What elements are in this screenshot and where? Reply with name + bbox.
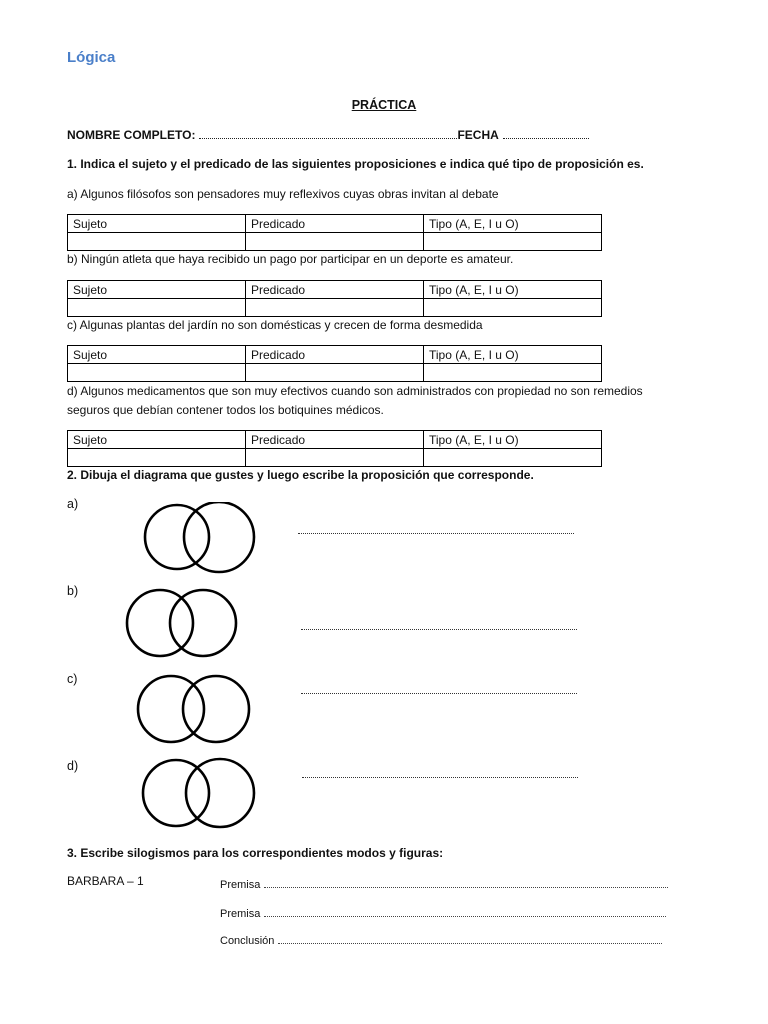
diagram-label-b: b) [67, 584, 79, 598]
fecha-blank[interactable] [503, 128, 589, 139]
header-tipo: Tipo (A, E, I u O) [424, 215, 602, 233]
venn-circle-right [170, 590, 236, 656]
premise-label: Premisa [220, 879, 261, 891]
venn-circle-right [186, 759, 254, 827]
venn-circle-left [143, 760, 209, 826]
answer-sujeto-cell[interactable] [68, 233, 246, 251]
answer-sujeto-cell[interactable] [68, 364, 246, 382]
conclusion-line [220, 935, 662, 947]
proposition-b: b) Ningún atleta que haya recibido un pago por participar en un deporte es amateur. [67, 252, 514, 266]
answer-table-a [67, 214, 602, 251]
venn-circle-right [184, 502, 254, 572]
practice-heading: PRÁCTICA [351, 98, 417, 112]
venn-diagram-b [124, 586, 244, 660]
header-sujeto: Sujeto [68, 215, 246, 233]
answer-line-c[interactable] [301, 693, 577, 694]
answer-tipo-cell[interactable] [424, 364, 602, 382]
answer-line-b[interactable] [301, 629, 577, 630]
venn-circle-left [127, 590, 193, 656]
table-header-row [68, 281, 602, 299]
document-title: Lógica [67, 49, 116, 66]
fecha-label: FECHA [457, 128, 499, 142]
diagram-label-a: a) [67, 497, 79, 511]
answer-row [68, 449, 602, 467]
answer-table-d [67, 430, 602, 467]
premise-label: Premisa [220, 908, 261, 920]
syllogism-mode-label: BARBARA – 1 [67, 874, 144, 888]
answer-tipo-cell[interactable] [424, 449, 602, 467]
table-header-row [68, 346, 602, 364]
answer-sujeto-cell[interactable] [68, 299, 246, 317]
answer-predicado-cell[interactable] [246, 364, 424, 382]
answer-row [68, 299, 602, 317]
venn-circle-right [183, 676, 249, 742]
answer-line-d[interactable] [302, 777, 578, 778]
answer-row [68, 233, 602, 251]
venn-diagram-c [135, 673, 255, 745]
table-header-row [68, 431, 602, 449]
venn-diagram-d [137, 757, 259, 829]
header-predicado: Predicado [246, 281, 424, 299]
conclusion-label: Conclusión [220, 935, 275, 947]
premise-line-2 [220, 908, 666, 920]
answer-line-a[interactable] [298, 533, 574, 534]
nombre-blank[interactable] [199, 128, 457, 139]
nombre-label: NOMBRE COMPLETO: [67, 128, 196, 142]
answer-tipo-cell[interactable] [424, 233, 602, 251]
answer-predicado-cell[interactable] [246, 299, 424, 317]
header-predicado: Predicado [246, 346, 424, 364]
proposition-d: d) Algunos medicamentos que son muy efectivos cuando son administrados con propiedad no son remedios seguros que debían contener todos los botiquines médicos. [67, 384, 643, 417]
section-3-heading: 3. Escribe silogismos para los correspondientes modos y figuras: [67, 846, 444, 860]
header-tipo: Tipo (A, E, I u O) [424, 281, 602, 299]
header-tipo: Tipo (A, E, I u O) [424, 346, 602, 364]
header-sujeto: Sujeto [68, 346, 246, 364]
section-1-heading: 1. Indica el sujeto y el predicado de las siguientes proposiciones e indica qué tipo de proposición es. [67, 157, 644, 171]
diagram-label-c: c) [67, 672, 78, 686]
answer-table-c [67, 345, 602, 382]
premise-blank[interactable] [264, 908, 666, 917]
header-predicado: Predicado [246, 215, 424, 233]
answer-predicado-cell[interactable] [246, 233, 424, 251]
header-sujeto: Sujeto [68, 431, 246, 449]
name-date-line [67, 128, 589, 142]
header-tipo: Tipo (A, E, I u O) [424, 431, 602, 449]
answer-sujeto-cell[interactable] [68, 449, 246, 467]
header-sujeto: Sujeto [68, 281, 246, 299]
venn-diagram-a [140, 502, 260, 574]
premise-line-1 [220, 879, 668, 891]
proposition-c: c) Algunas plantas del jardín no son domésticas y crecen de forma desmedida [67, 318, 483, 332]
conclusion-blank[interactable] [278, 935, 662, 944]
diagram-label-d: d) [67, 759, 79, 773]
answer-tipo-cell[interactable] [424, 299, 602, 317]
answer-row [68, 364, 602, 382]
venn-circle-left [145, 505, 209, 569]
proposition-a: a) Algunos filósofos son pensadores muy reflexivos cuyas obras invitan al debate [67, 187, 499, 201]
premise-blank[interactable] [264, 879, 668, 888]
answer-predicado-cell[interactable] [246, 449, 424, 467]
section-2-heading: 2. Dibuja el diagrama que gustes y luego escribe la proposición que corresponde. [67, 468, 534, 482]
header-predicado: Predicado [246, 431, 424, 449]
table-header-row [68, 215, 602, 233]
answer-table-b [67, 280, 602, 317]
